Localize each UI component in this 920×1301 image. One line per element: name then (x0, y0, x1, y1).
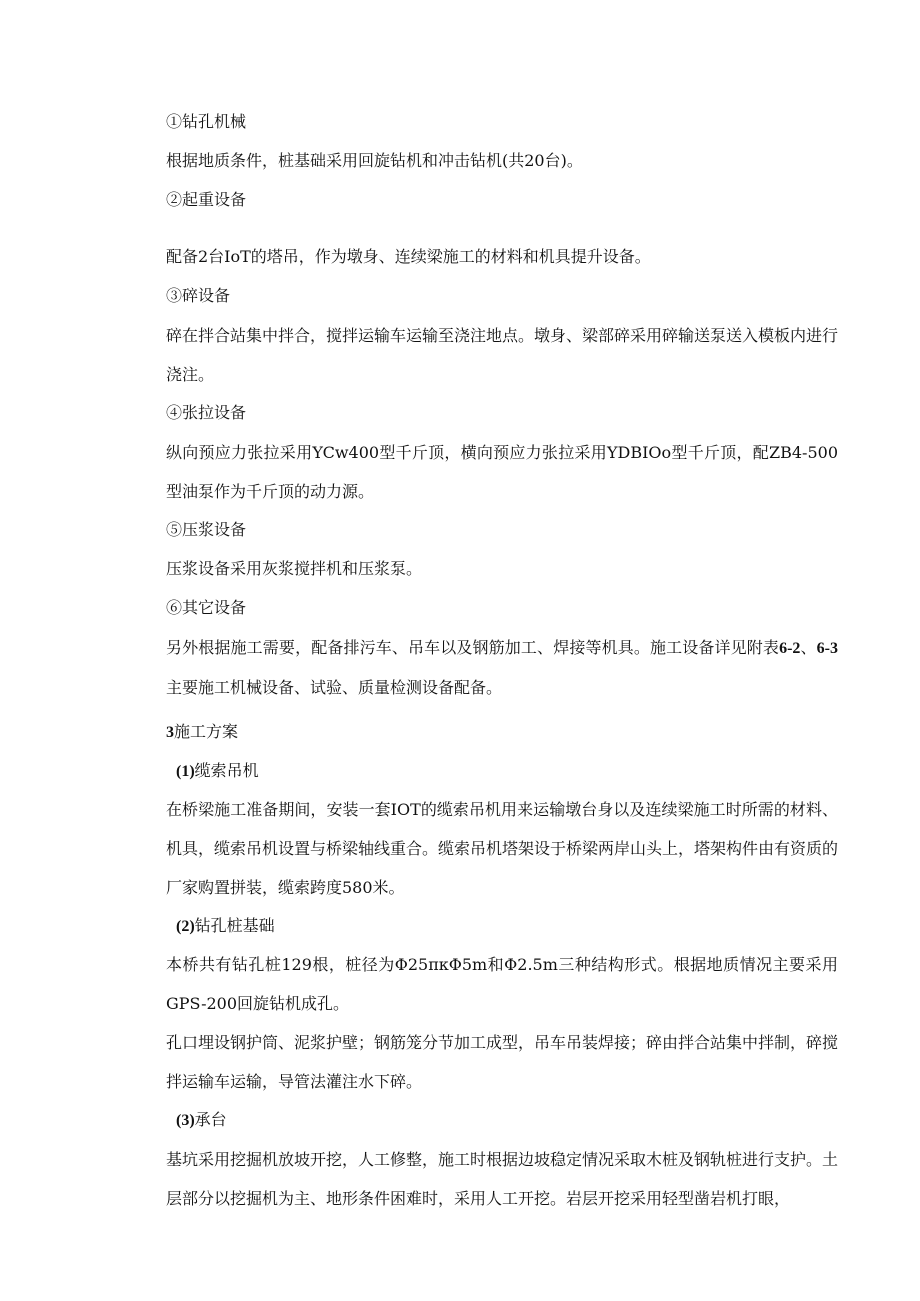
section-number: 3 (166, 724, 174, 741)
item-body-tensioning: 纵向预应力张拉采用YCw400型千斤顶，横向预应力张拉采用YDBIOo型千斤顶，配ZB4-500型油泵作为千斤顶的动力源。 (166, 443, 838, 501)
subsection-heading-pile-cap (176, 1110, 227, 1131)
item-marker: ③ (166, 286, 183, 305)
item-body-drilling: 根据地质条件，桩基础采用回旋钻机和冲击钻机(共20台)。 (166, 151, 583, 170)
item-marker: ④ (166, 403, 183, 422)
item-title: 其它设备 (182, 598, 247, 617)
item-heading-grouting (166, 520, 246, 540)
body-text: 主要施工机械设备、试验、质量检测设备配备。 (166, 678, 503, 697)
item-heading-drilling (166, 112, 246, 132)
item-marker: ⑤ (166, 520, 183, 539)
item-heading-tensioning (166, 403, 246, 423)
item-title: 碎设备 (182, 286, 231, 305)
subsection-heading-bored-piles (176, 916, 275, 937)
table-reference: 6-2 (779, 640, 801, 657)
item-marker: ① (166, 112, 183, 131)
subsection-title: 承台 (194, 1110, 227, 1129)
item-body-grouting: 压浆设备采用灰浆搅拌机和压浆泵。 (166, 559, 423, 578)
item-body-lifting: 配备2台IoT的塔吊，作为墩身、连续梁施工的材料和机具提升设备。 (166, 247, 651, 266)
subsection-title: 钻孔桩基础 (194, 916, 275, 935)
item-heading-lifting (166, 190, 246, 210)
item-title: 钻孔机械 (182, 112, 247, 131)
subsection-number: (1) (176, 763, 195, 780)
subsection-title: 缆索吊机 (194, 761, 259, 780)
item-heading-concrete (166, 286, 230, 306)
body-text: 另外根据施工需要，配备排污车、吊车以及钢筋加工、焊接等机具。施工设备详见附表 (166, 638, 780, 657)
paragraph-bored-piles: 本桥共有钻孔桩129根，桩径为Φ25πκΦ5m和Φ2.5m三种结构形式。根据地质情况主要采用GPS-200回旋钻机成孔。 (166, 955, 838, 1013)
item-marker: ⑥ (166, 598, 183, 617)
item-title: 张拉设备 (182, 403, 247, 422)
item-title: 压浆设备 (182, 520, 247, 539)
subsection-heading-cable-crane (176, 761, 259, 782)
table-reference: 6-3 (816, 640, 838, 657)
paragraph-bored-piles-process: 孔口埋设钢护筒、泥浆护壁；钢筋笼分节加工成型，吊车吊装焊接；碎由拌合站集中拌制，碎搅拌运输车运输，导管法灌注水下碎。 (166, 1033, 839, 1091)
section-heading (166, 722, 238, 743)
item-body-other (166, 628, 838, 707)
subsection-number: (2) (176, 918, 195, 935)
paragraph-pile-cap: 基坑采用挖掘机放坡开挖，人工修整，施工时根据边坡稳定情况采取木桩及钢轨桩进行支护。土层部分以挖掘机为主、地形条件困难时，采用人工开挖。岩层开挖采用轻型凿岩机打眼， (166, 1150, 839, 1208)
subsection-number: (3) (176, 1112, 195, 1129)
item-heading-other (166, 598, 246, 618)
section-title: 施工方案 (174, 722, 239, 741)
paragraph-cable-crane: 在桥梁施工准备期间，安装一套IOT的缆索吊机用来运输墩台身以及连续梁施工时所需的材料、机具，缆索吊机设置与桥梁轴线重合。缆索吊机塔架设于桥梁两岸山头上，塔架构件由有资质的厂家购置拼装，缆索跨度580米。 (166, 800, 839, 897)
item-marker: ② (166, 190, 183, 209)
item-body-concrete: 碎在拌合站集中拌合，搅拌运输车运输至浇注地点。墩身、梁部碎采用碎输送泵送入模板内进行浇注。 (166, 326, 839, 384)
item-title: 起重设备 (182, 190, 247, 209)
separator: 、 (800, 638, 817, 657)
